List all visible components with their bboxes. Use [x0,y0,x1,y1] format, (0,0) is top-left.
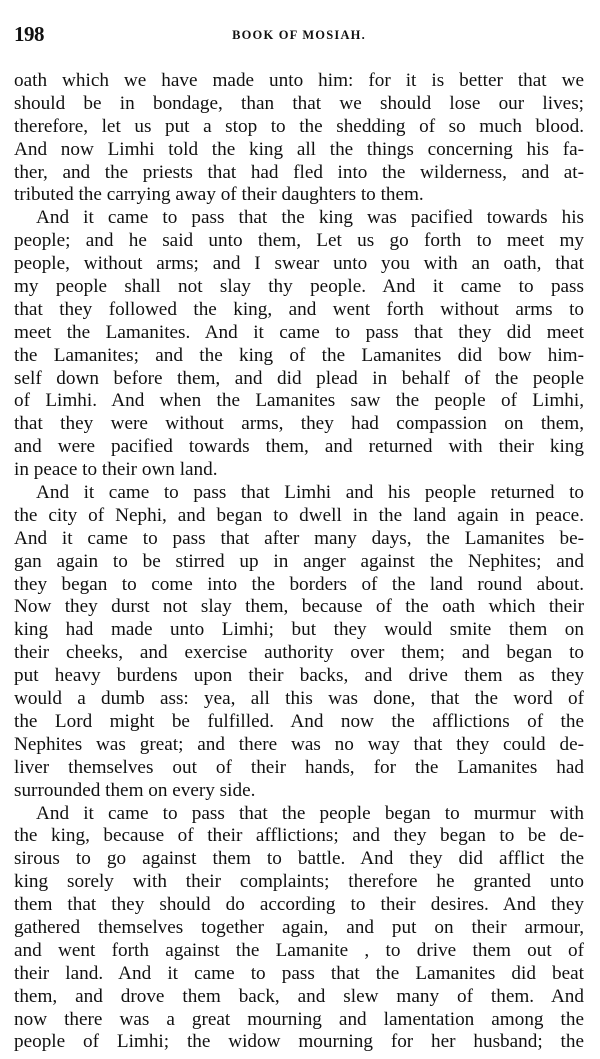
text-line: the Lord might be fulfilled. And now the afflictions of the [14,710,584,732]
text-line: that they were without arms, they had compassion on them, [14,413,584,435]
text-line: And it came to pass that after many days, the Lamanites be- [14,527,584,549]
text-line: meet the Lamanites. And it came to pass that they did meet [14,321,584,343]
text-line: self down before them, and did plead in behalf of the people [14,367,584,389]
text-line: the city of Nephi, and began to dwell in the land again in peace. [14,504,584,526]
text-line: them, and drove them back, and slew many of them. And [14,985,584,1007]
paragraph [14,70,584,207]
page-number: 198 [14,22,44,46]
text-line: gan again to be stirred up in anger against the Nephites; and [14,550,584,572]
text-line: them that they should do according to their desires. And they [14,894,584,916]
text-line: And it came to pass that the people began to murmur with [36,802,584,824]
text-line: king sorely with their complaints; therefore he granted unto [14,871,584,893]
paragraph [14,803,584,1055]
text-line: surrounded them on every side. [14,779,256,801]
text-line: people of Limhi; the widow mourning for her husband; the [14,1031,584,1053]
running-head: BOOK OF MOSIAH. [232,28,366,42]
text-line: people, without arms; and I swear unto you with an oath, that [14,253,584,275]
text-line: tributed the carrying away of their daughters to them. [14,184,424,206]
text-line: their land. And it came to pass that the Lamanites did beat [14,962,584,984]
text-line: the king, because of their afflictions; and they began to be de- [14,825,584,847]
text-line: would a dumb ass: yea, all this was done, that the word of [14,688,584,710]
text-line: their cheeks, and exercise authority over them; and began to [14,642,584,664]
text-line: liver themselves out of their hands, for the Lamanites had [14,756,584,778]
text-line: the Lamanites; and the king of the Lamanites did bow him- [14,344,584,366]
text-line: now there was a great mourning and lamentation among the [14,1008,584,1030]
text-line: gathered themselves together again, and put on their armour, [14,916,584,938]
text-line: And it came to pass that the king was pacified towards his [36,207,584,229]
text-line: Nephites was great; and there was no way that they could de- [14,733,584,755]
text-line: and went forth against the Lamanite , to drive them out of [14,939,584,961]
paragraph [14,207,584,482]
text-line: And it came to pass that Limhi and his people returned to [36,482,584,504]
text-line: in peace to their own land. [14,459,218,481]
text-line: put heavy burdens upon their backs, and drive them as they [14,665,584,687]
text-line: people; and he said unto them, Let us go forth to meet my [14,230,584,252]
text-line: ther, and the priests that had fled into the wilderness, and at- [14,161,584,183]
page-body [14,70,584,1054]
text-line: And now Limhi told the king all the things concerning his fa- [14,138,584,160]
text-line: and were pacified towards them, and returned with their king [14,436,584,458]
text-line: of Limhi. And when the Lamanites saw the people of Limhi, [14,390,584,412]
text-line: should be in bondage, than that we should lose our lives; [14,92,584,114]
text-line: Now they durst not slay them, because of the oath which their [14,596,584,618]
text-line: sirous to go against them to battle. And they did afflict the [14,848,584,870]
paragraph [14,482,584,802]
text-line: my people shall not slay thy people. And it came to pass [14,276,584,298]
text-line: oath which we have made unto him: for it is better that we [14,70,584,91]
text-line: therefore, let us put a stop to the shedding of so much blood. [14,115,584,137]
text-line: they began to come into the borders of the land round about. [14,573,584,595]
text-line: that they followed the king, and went forth without arms to [14,298,584,320]
page-header [14,22,584,48]
text-line: king had made unto Limhi; but they would smite them on [14,619,584,641]
